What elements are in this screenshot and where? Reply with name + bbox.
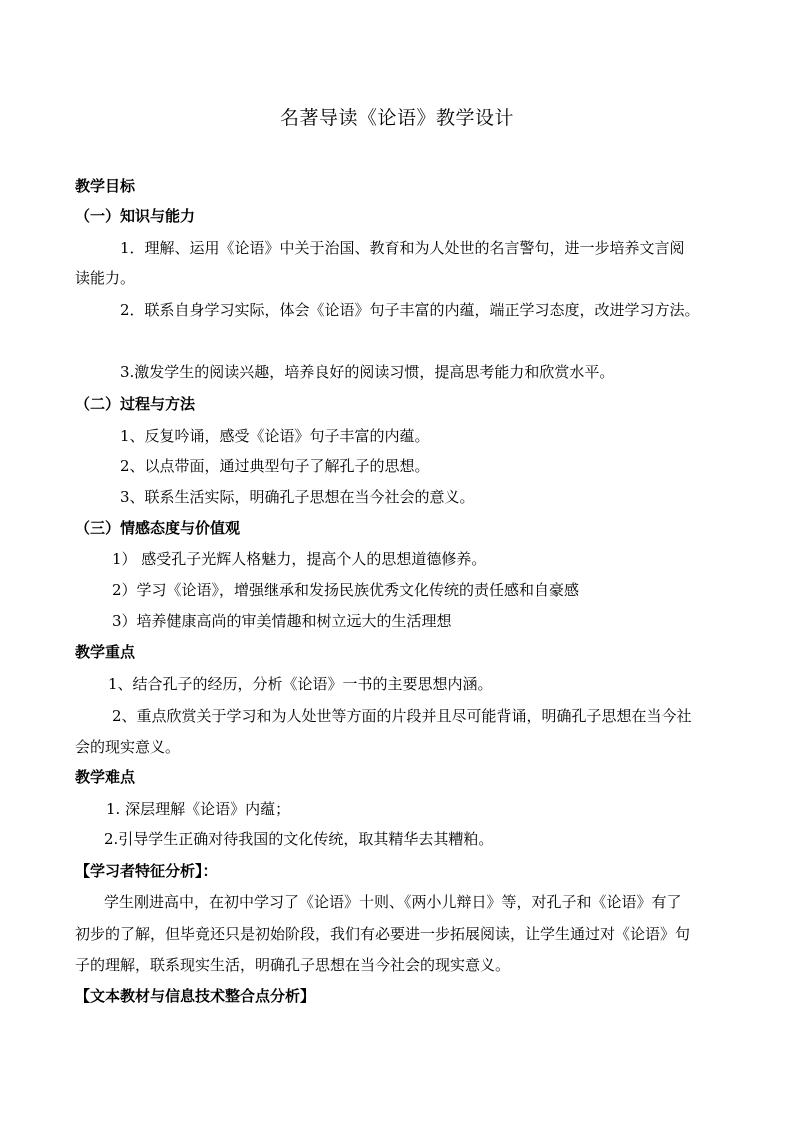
process-heading: （二）过程与方法 [75, 395, 196, 413]
knowledge-item-3: 3.激发学生的阅读兴趣，培养良好的阅读习惯，提高思考能力和欣赏水平。 [120, 363, 615, 381]
integration-heading: 【文本教材与信息技术整合点分析】 [75, 987, 316, 1005]
emotion-item-1: 1） 感受孔子光辉人格魅力，提高个人的思想道德修养。 [112, 550, 487, 568]
learner-analysis-line-2: 初步的了解，但毕竟还只是初始阶段，我们有必要进一步拓展阅读，让学生通过对《论语》句 [75, 925, 691, 943]
process-item-1: 1、反复吟诵，感受《论语》句子丰富的内蕴。 [120, 427, 430, 445]
learner-analysis-line-3: 子的理解，联系现实生活，明确孔子思想在当今社会的现实意义。 [75, 956, 511, 974]
learner-analysis-heading: 【学习者特征分析】： [75, 862, 218, 880]
difficulties-heading: 教学难点 [75, 768, 136, 786]
knowledge-item-2: 2．联系自身学习实际，体会《论语》句子丰富的内蕴，端正学习态度，改进学习方法。 [120, 301, 700, 319]
difficulties-item-1: 1. 深层理解《论语》内蕴； [106, 800, 291, 818]
knowledge-item-1-line-2: 读能力。 [75, 269, 136, 287]
key-points-item-1: 1、结合孔子的经历，分析《论语》一书的主要思想内涵。 [108, 675, 493, 693]
process-item-2: 2、以点带面，通过典型句子了解孔子的思想。 [120, 457, 430, 475]
emotion-item-3: 3）培养健康高尚的审美情趣和树立远大的生活理想 [112, 612, 452, 630]
knowledge-heading: （一）知识与能力 [75, 207, 196, 225]
document-title: 名著导读《论语》教学设计 [279, 107, 514, 129]
learner-analysis-line-1: 学生刚进高中，在初中学习了《论语》十则、《两小儿辩日》等，对孔子和《论语》有了 [104, 893, 682, 911]
key-points-item-2-line-1: 2、重点欣赏关于学习和为人处世等方面的片段并且尽可能背诵，明确孔子思想在当今社 [112, 707, 692, 725]
key-points-item-2-line-2: 会的现实意义。 [75, 738, 181, 756]
process-item-3: 3、联系生活实际，明确孔子思想在当今社会的意义。 [120, 488, 475, 506]
emotion-item-2: 2）学习《论语》，增强继承和发扬民族优秀文化传统的责任感和自豪感 [112, 581, 580, 599]
knowledge-item-1-line-1: 1．理解、运用《论语》中关于治国、教育和为人处世的名言警句，进一步培养文言阅 [120, 239, 685, 257]
key-points-heading: 教学重点 [75, 643, 136, 661]
difficulties-item-2: 2.引导学生正确对待我国的文化传统，取其精华去其糟粕。 [104, 830, 494, 848]
objectives-heading: 教学目标 [75, 177, 136, 195]
emotion-heading: （三）情感态度与价值观 [75, 519, 241, 537]
